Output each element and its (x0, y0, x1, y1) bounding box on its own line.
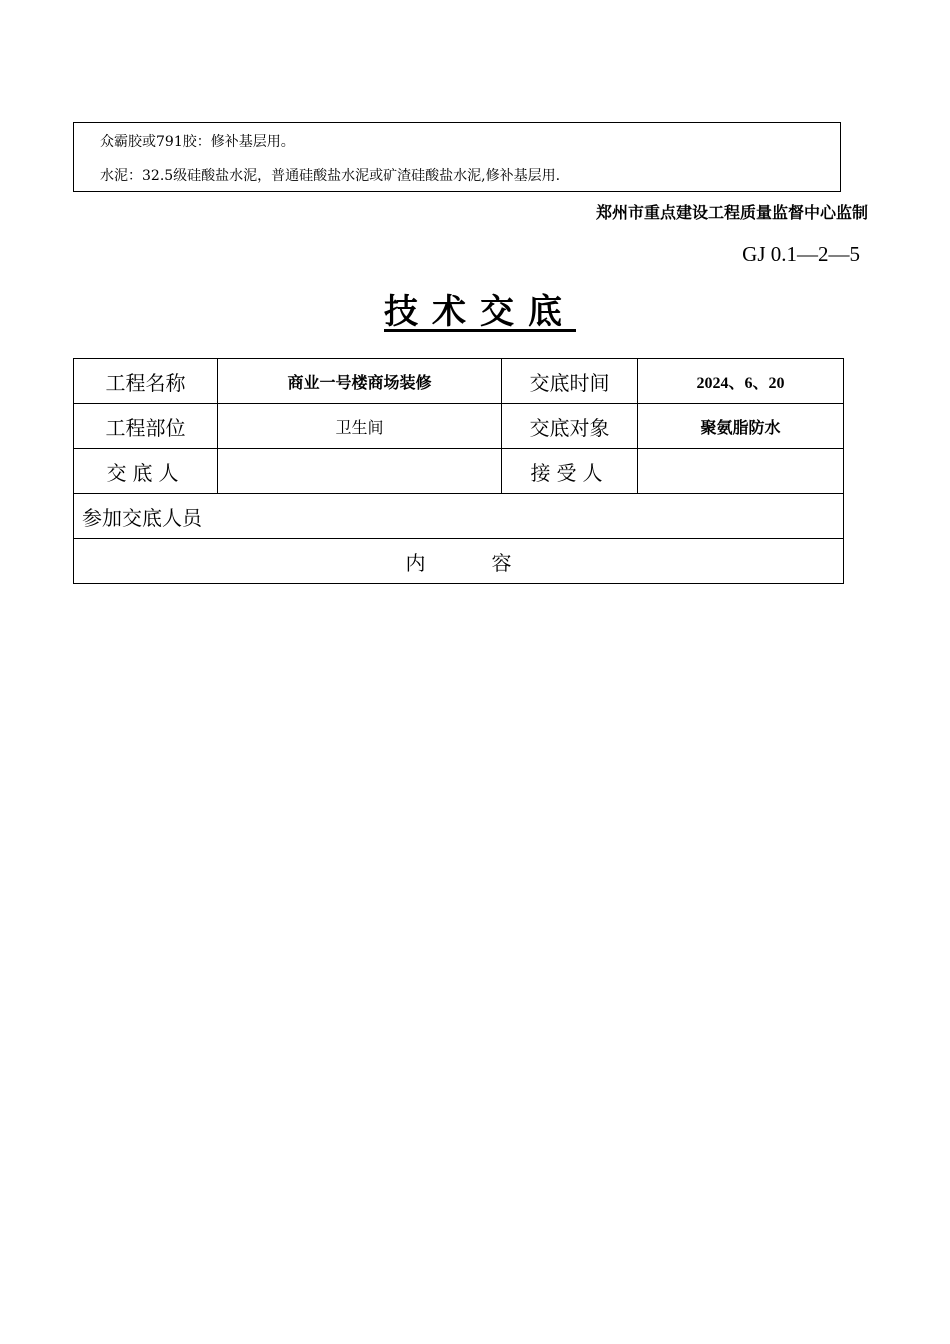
document-code: GJ 0.1—2—5 (742, 242, 860, 266)
content-header (74, 539, 844, 584)
page-title: 技术交底 (384, 292, 576, 332)
supervision-text: 郑州市重点建设工程质量监督中心监制 (595, 203, 868, 222)
table-row (74, 494, 844, 539)
notes-line-adhesive: 众霸胶或791胶：修补基层用。 (100, 134, 295, 150)
table-row (74, 404, 844, 449)
participants-label: 参加交底人员 (74, 494, 844, 539)
content-label-second: 容 (491, 550, 512, 575)
date-value: 2024、6、20 (638, 359, 844, 404)
project-part-value: 卫生间 (218, 404, 502, 449)
receiver-label: 接受人 (502, 449, 638, 494)
object-value: 聚氨脂防水 (638, 404, 844, 449)
title-wrapper (0, 284, 950, 333)
notes-line-cement: 水泥：32.5级硅酸盐水泥，普通硅酸盐水泥或矿渣硅酸盐水泥,修补基层用. (100, 168, 561, 184)
table-row (74, 539, 844, 584)
notes-box (73, 122, 841, 192)
project-part-label: 工程部位 (74, 404, 218, 449)
project-name-label: 工程名称 (74, 359, 218, 404)
table-row (74, 449, 844, 494)
receiver-value (638, 449, 844, 494)
table-row (74, 359, 844, 404)
date-label: 交底时间 (502, 359, 638, 404)
content-label-first: 内 (405, 550, 426, 575)
presenter-value (218, 449, 502, 494)
disclosure-table (73, 358, 844, 584)
presenter-label: 交底人 (74, 449, 218, 494)
project-name-value: 商业一号楼商场装修 (218, 359, 502, 404)
object-label: 交底对象 (502, 404, 638, 449)
